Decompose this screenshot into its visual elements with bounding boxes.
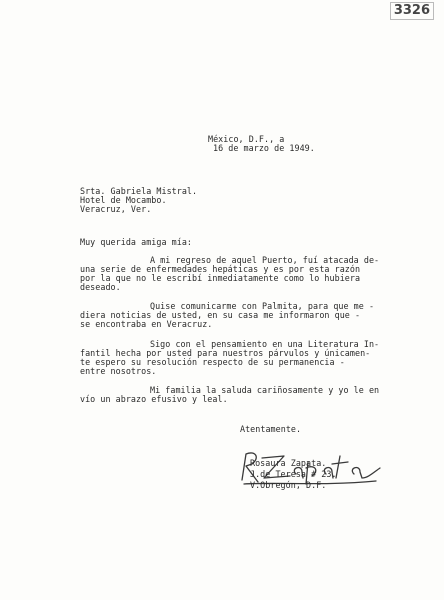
paragraph-2-line-3: se encontraba en Veracruz. [80, 319, 213, 329]
paragraph-3-line-4: entre nosotros. [80, 366, 157, 376]
paragraph-3-line-3: te espero su resolución respecto de su permanencia - [80, 357, 345, 367]
sender-address-line-2: V.Obregón, D.F. [250, 480, 327, 490]
paragraph-1-line-4: deseado. [80, 282, 121, 292]
paragraph-1-line-3: por la que no le escribí inmediatamente como lo hubiera [80, 273, 361, 283]
date-line-1: México, D.F., a [208, 134, 285, 144]
closing: Atentamente. [240, 424, 302, 434]
sender-name: Rosaura Zapata. [250, 458, 327, 468]
recipient-line-2: Hotel de Mocambo. [80, 195, 167, 205]
salutation: Muy querida amiga mía: [80, 237, 193, 247]
sender-address-line-1: J.de Teresa # 23. [250, 469, 337, 479]
recipient-line-3: Veracruz, Ver. [80, 204, 152, 214]
paragraph-3-line-2: fantil hecha por usted para nuestros párvulos y únicamen- [80, 348, 371, 358]
archive-number: 3326 [390, 2, 434, 20]
paragraph-4-line-2: vío un abrazo efusivo y leal. [80, 394, 228, 404]
paragraph-1-line-2: una serie de enfermedades hepáticas y es por esta razón [80, 264, 361, 274]
recipient-line-1: Srta. Gabriela Mistral. [80, 186, 198, 196]
paragraph-3-line-1: Sigo con el pensamiento en una Literatura In- [150, 339, 380, 349]
paragraph-4-line-1: Mi familia la saluda cariñosamente y yo le en [150, 385, 380, 395]
date-line-2: 16 de marzo de 1949. [213, 143, 315, 153]
paragraph-2-line-2: diera noticias de usted, en su casa me informaron que - [80, 310, 361, 320]
paragraph-2-line-1: Quise comunicarme con Palmita, para que me - [150, 301, 375, 311]
paragraph-1-line-1: A mi regreso de aquel Puerto, fuí atacada de- [150, 255, 380, 265]
